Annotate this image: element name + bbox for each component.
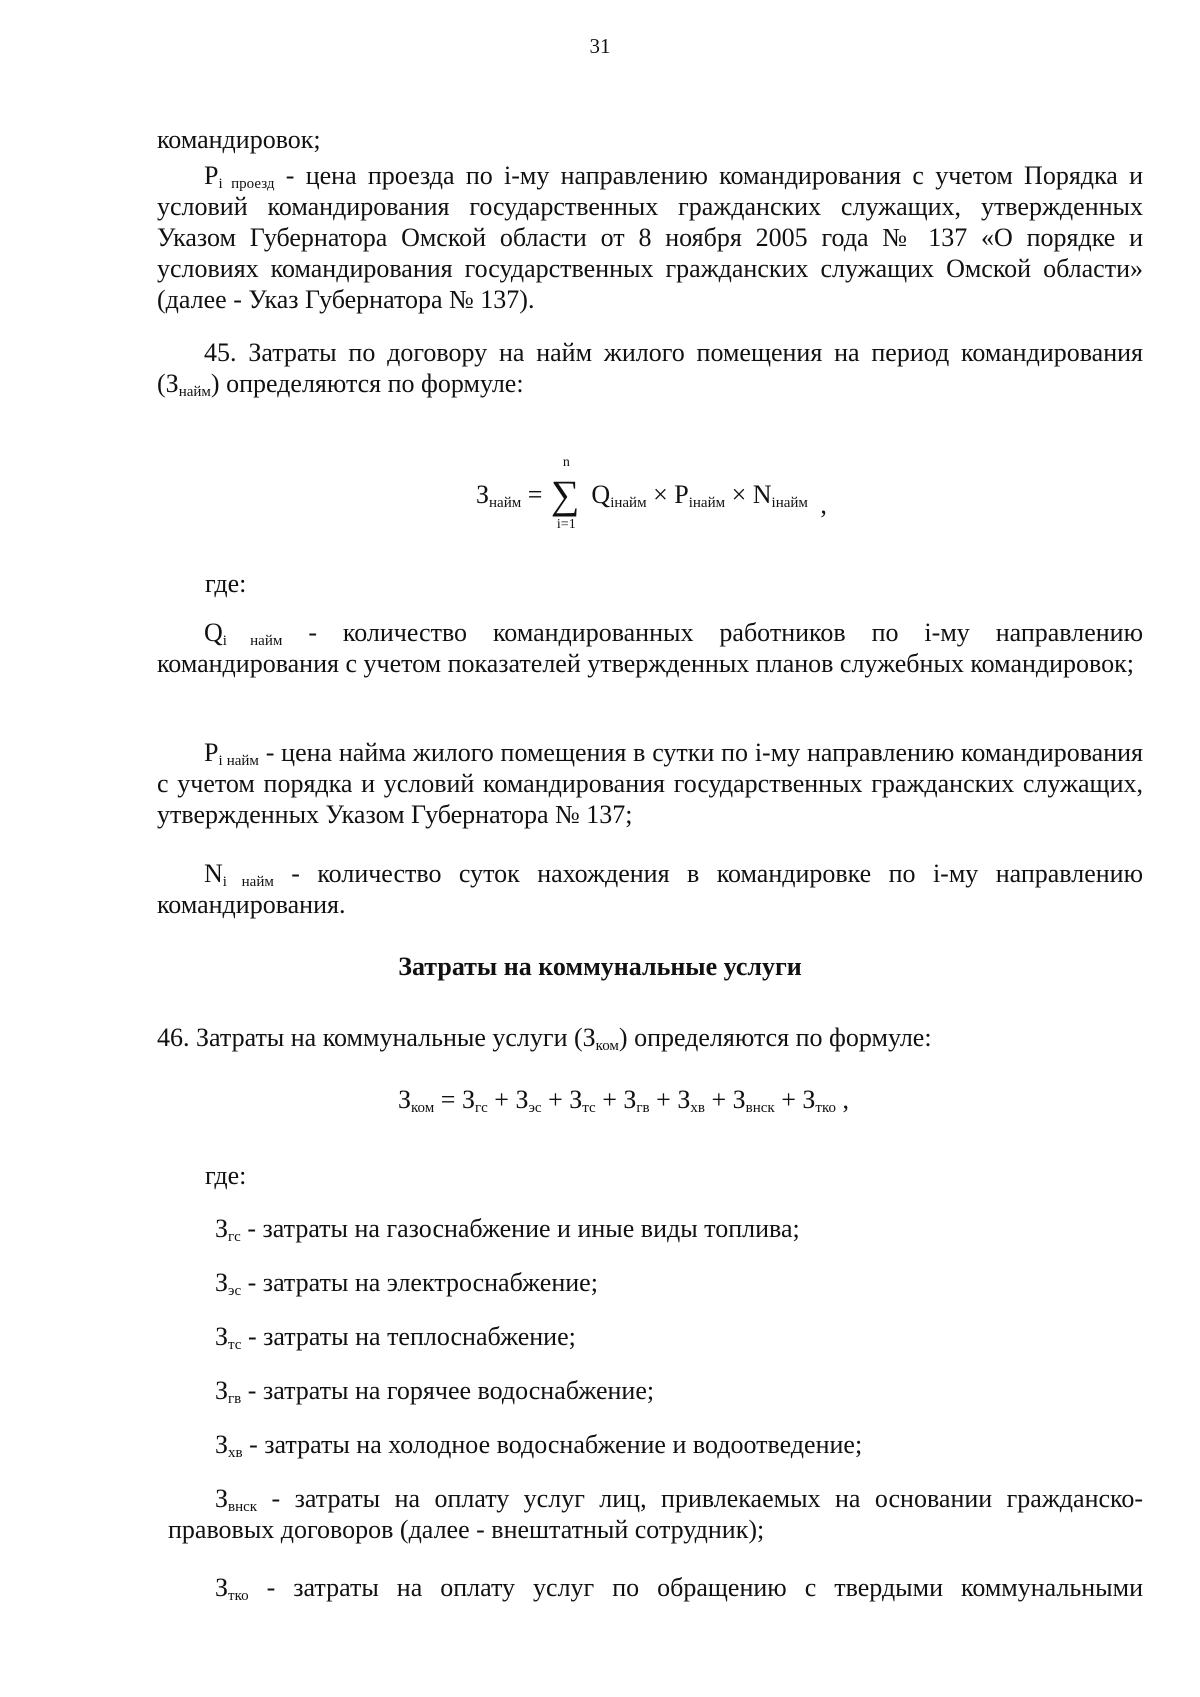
- def-gas: $З_{гс}$ - затраты на газоснабжение и иные виды топлива;: [215, 1214, 800, 1245]
- paragraph-46: 46. Затраты на коммунальные услуги $(З_{ком})$ определяются по формуле:: [157, 1023, 932, 1054]
- where-label: где:: [205, 569, 247, 598]
- section-heading: Затраты на коммунальные услуги: [398, 952, 802, 981]
- def-hot-water: $З_{гв}$ - затраты на горячее водоснабжение;: [215, 1376, 655, 1407]
- def-heating: $З_{тс}$ - затраты на теплоснабжение;: [215, 1322, 576, 1353]
- sum-operator: n ∑ i=1: [550, 455, 580, 532]
- page-number: 31: [589, 34, 611, 58]
- paragraph-45: 45. Затраты по договору на найм жилого помещения на период командирования $(З_{найм})$ определяются по формуле:: [157, 338, 1143, 400]
- formula-rent: $З_{найм}$ = n ∑ i=1 $Q_{iнайм} \times P_{iнайм} \times N_{iнайм}$ ,: [476, 455, 827, 532]
- paragraph-n-def: $N_{i найм}$ - количество суток нахождения в командировке по i-му направлению командирования.: [157, 859, 1143, 919]
- paragraph-p-def: $P_{i найм}$ - цена найма жилого помещения в сутки по i-му направлению командирования с учетом порядка и условий командирования государственных гражданских служащих, утвержденных Указом Губернатора № 137;: [157, 738, 1143, 829]
- paragraph-continuation: командировок;: [157, 125, 321, 154]
- def-solid-waste: $З_{тко}$ - затраты на оплату услуг по обращению с твердыми коммунальными: [215, 1573, 1143, 1604]
- formula-utilities: $З_{ком} = З_{гс} + З_{эс} + З_{тс} + З_{гв} + З_{хв} + З_{внск} + З_{тко}$ ,: [398, 1085, 850, 1116]
- where-label: где:: [205, 1161, 247, 1190]
- def-cold-water: $З_{хв}$ - затраты на холодное водоснабжение и водоотведение;: [215, 1430, 863, 1461]
- paragraph-travel-price: $P_{i проезд}$ - цена проезда по i-му направлению командирования с учетом Порядка и условий командирования государственных гражданских служащих, утвержденных Указом Губернатора Омской области от 8 ноября 2005 года № 137 «О порядке и условиях командирования государственных гражданских служащих Омской области» (далее - Указ Губернатора № 137).: [157, 161, 1143, 314]
- def-contractor: $З_{внск}$ - затраты на оплату услуг лиц, привлекаемых на основании гражданско-правовых договоров (далее - внештатный сотрудник);: [168, 1484, 1143, 1544]
- def-electricity: $З_{эс}$ - затраты на электроснабжение;: [215, 1268, 598, 1299]
- paragraph-q-def: $Q_{i найм}$ - количество командированных работников по i-му направлению командирования с учетом показателей утвержденных планов служебных командировок;: [157, 618, 1143, 678]
